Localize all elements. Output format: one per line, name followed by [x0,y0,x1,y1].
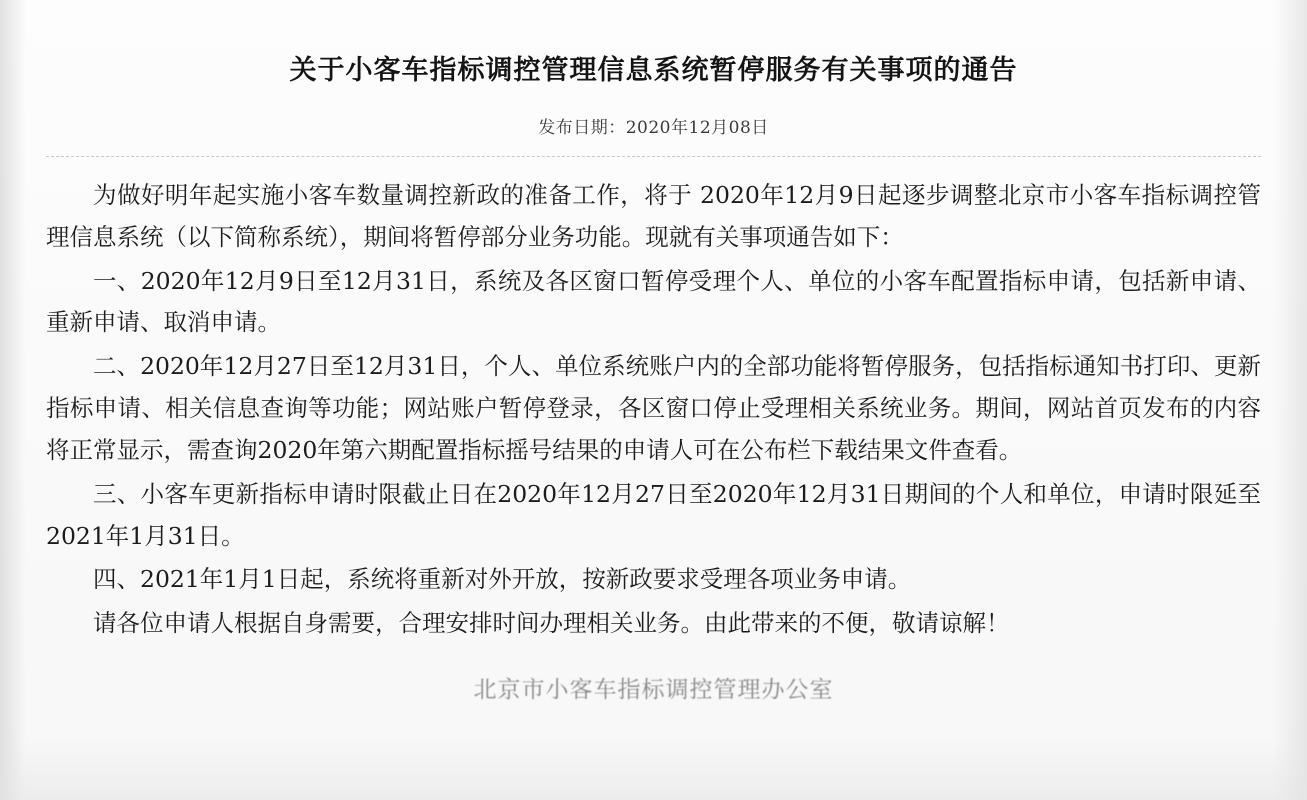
page-title: 关于小客车指标调控管理信息系统暂停服务有关事项的通告 [289,55,1018,86]
paragraph: 为做好明年起实施小客车数量调控新政的准备工作，将于 2020年12月9日起逐步调整北京市小客车指标调控管理信息系统（以下简称系统），期间将暂停部分业务功能。现就有关事项通告如下： [46,181,1261,251]
publish-date: 发布日期：2020年12月08日 [538,118,769,138]
scan-shadow-bottom [0,740,1307,800]
issuer-signature: 北京市小客车指标调控管理办公室 [473,677,834,704]
paragraph: 请各位申请人根据自身需要，合理安排时间办理相关业务。由此带来的不便，敬请谅解！ [93,609,1010,638]
title-divider [46,156,1261,157]
paragraph: 二、2020年12月27日至12月31日，个人、单位系统账户内的全部功能将暂停服务，包括指标通知书打印、更新指标申请、相关信息查询等功能；网站账户暂停登录，各区窗口停止受理相关系统业务。期间，网站首页发布的内容将正常显示，需查询2020年第六期配置指标摇号结果的申请人可在公布栏下载结果文件查看。 [46,352,1261,464]
document-content [0,48,1307,704]
paragraph: 四、2021年1月1日起，系统将重新对外开放，按新政要求受理各项业务申请。 [93,565,912,594]
document-body [46,175,1261,645]
paragraph: 三、小客车更新指标申请时限截止日在2020年12月27日至2020年12月31日期间的个人和单位，申请时限延至2021年1月31日。 [46,479,1261,550]
paragraph: 一、2020年12月9日至12月31日，系统及各区窗口暂停受理个人、单位的小客车配置指标申请，包括新申请、重新申请、取消申请。 [46,266,1261,337]
